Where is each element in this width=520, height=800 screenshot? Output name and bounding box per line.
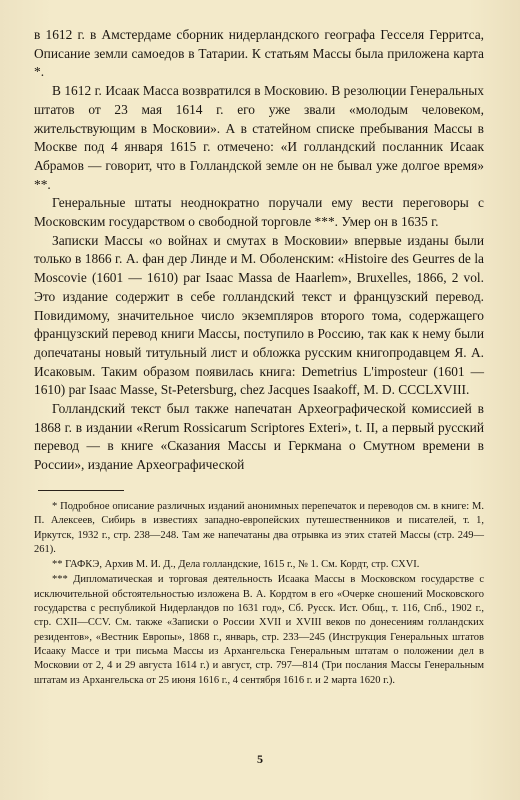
body-paragraph: Генеральные штаты неоднократно поручали ему вести переговоры с Московским государством о свободной торговле ***. Умер он в 1635 г.	[34, 195, 484, 230]
page-number: 5	[257, 752, 263, 766]
footnote-divider	[38, 490, 124, 491]
body-paragraph: в 1612 г. в Амстердаме сборник нидерландского географа Гесселя Герритса, Описание земли самоедов в Татарии. К статьям Массы была приложена карта *.	[34, 27, 484, 80]
footnote: *** Дипломатическая и торговая деятельность Исаака Массы в Московском государстве с исключительной обстоятельностью изложена В. А. Кордтом в его «Очерке сношений Московского государства с республикой Нидерландов по 1631 год», Сб. Русск. Ист. Общ., т. 116, Спб., 1902 г., стр. CXII—CCV. См. также «Записки о России XVII и XVIII веков по донесениям голландских резидентов», «Вестник Европы», 1868 г., январь, стр. 233—245 (Инструкция Генеральных штатов Исааку Массе и три письма Массы из Архангельска Генеральным штатам о положении дел в Московии от 2, 4 и 29 августа 1614 г.) и август, стр. 797—814 (Три послания Массы Генеральным штатам из Архангельска от 25 июня 1616 г., 4 сентября 1616 г. и 2 марта 1620 г.).	[34, 574, 484, 686]
footnote: * Подробное описание различных изданий анонимных перепечаток и переводов см. в книге: М. П. Алексеев, Сибирь в известиях западно-европейских путешественников и писателей, т. 1, Иркутск, 1932 г., стр. 238—248. Там же напечатаны два отрывка из этих статей Массы (стр. 249—261).	[34, 501, 484, 555]
main-text	[34, 26, 484, 475]
body-paragraph: В 1612 г. Исаак Масса возвратился в Московию. В резолюции Генеральных штатов от 23 мая 1614 г. его уже звали «молодым человеком, жительствующим в Московии». А в статейном списке пребывания Массы в Москве под 4 января 1615 г. отмечено: «И голландский посланник Исаак Абрамов — говорит, что в Голландской земле он не бывал уже долгое время» **.	[34, 83, 484, 192]
footnotes	[34, 500, 484, 689]
body-paragraph: Голландский текст был также напечатан Археографической комиссией в 1868 г. в издании «Rerum Rossicarum Scriptores Exteri», t. II, а первый русский перевод — в книге «Сказания Массы и Геркмана о Смутном времени в России», издание Археографической	[34, 401, 484, 473]
body-paragraph: Записки Массы «о войнах и смутах в Московии» впервые изданы были только в 1866 г. А. фан дер Линде и М. Оболенским: «Histoire des Geurres de la Moscovie (1601 — 1610) par Isaac Massa de Haarlem», Bruxelles, 1866, 2 vol. Это издание содержит в себе голландский текст и французский перевод. Повидимому, значительное число экземпляров второго тома, содержащего французский перевод книги Массы, поступило в Россию, так как к нему были допечатаны новый титульный лист и обложка русским книгопродавцем Я. А. Исаковым. Таким образом появилась книга: Demetrius L'imposteur (1601 — 1610) par Isaac Masse, St-Petersburg, chez Jacques Isaakoff, M. D. CCCLXVIII.	[34, 232, 484, 398]
footnote: ** ГАФКЭ, Архив М. И. Д., Дела голландские, 1615 г., № 1. См. Кордт, стр. CXVI.	[52, 559, 420, 571]
